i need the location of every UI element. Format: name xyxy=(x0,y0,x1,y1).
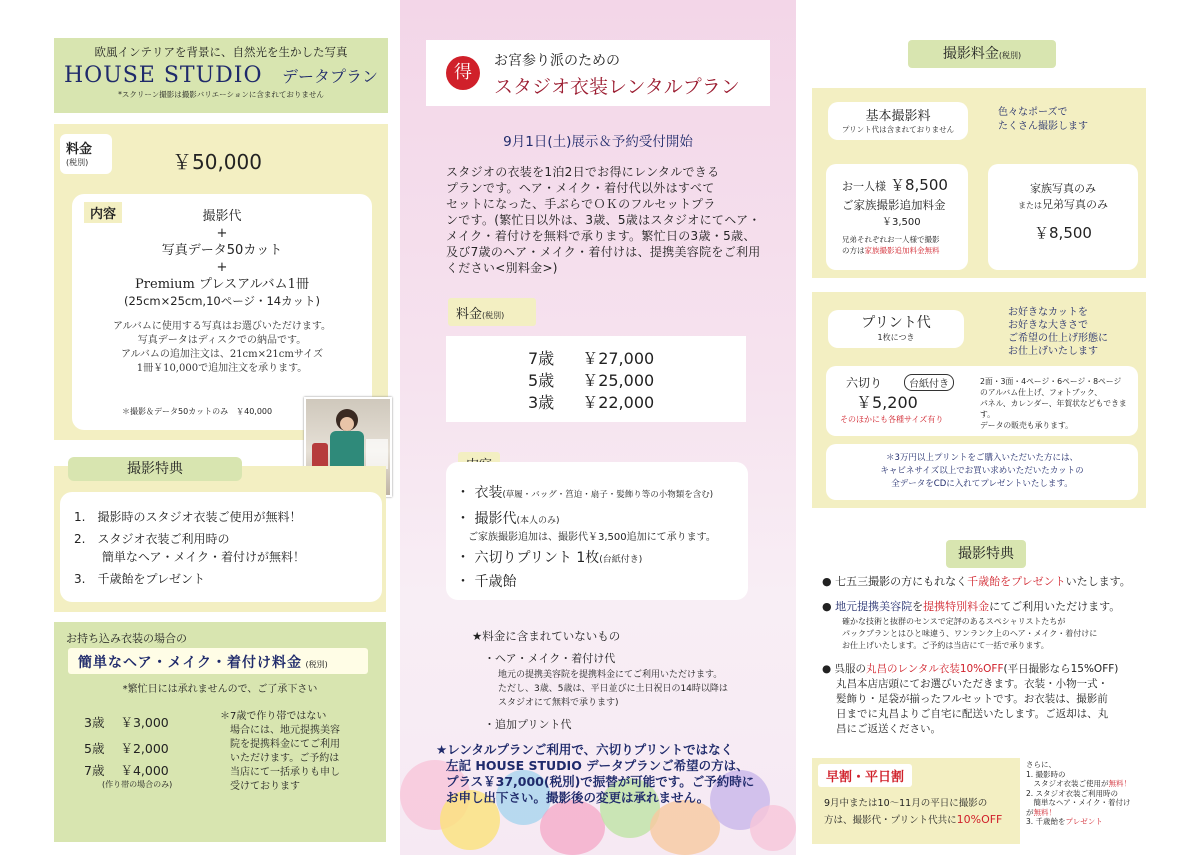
rental-subtitle: お宮参り派のための xyxy=(494,53,620,69)
print-aside: お好きなカットを お好きな大きさで ご希望の仕上げ形態に お仕上げいたします xyxy=(1008,307,1108,357)
rental-title: スタジオ衣装レンタルプラン xyxy=(494,76,740,98)
benefit-2b: 簡単なヘア・メイク・着付けが無料！ xyxy=(74,550,305,564)
price-value: ￥50,000 xyxy=(172,150,262,174)
print-fee-panel xyxy=(812,292,1146,508)
rental-bottom-note: ★レンタルプランご利用で、六切りプリントではなく 左記 HOUSE STUDIO データプランご希望の方は、 プラス￥37,000(税別)で振替が可能です。ご予約時に お申し出下さい。撮影後の変更は承れません。 xyxy=(436,742,755,805)
benefits-title-box xyxy=(68,457,242,481)
price-panel xyxy=(54,124,388,440)
rental-item-costume: ・ 衣装 xyxy=(456,485,503,501)
studio-header xyxy=(54,38,388,113)
col3-benefit-1: ● 七五三撮影の方にもれなく千歳飴をプレゼントいたします。 xyxy=(822,575,1131,588)
contents-line3: Premium プレスアルバム1冊 xyxy=(135,277,309,292)
carryin-title-box xyxy=(68,648,368,674)
carryin-panel xyxy=(54,622,386,842)
print-fee-label-box: プリント代 1枚につき xyxy=(828,310,964,348)
benefits-title: 撮影特典 xyxy=(127,461,183,477)
contents-footnote: ＊撮影＆データ50カットのみ ￥40,000 xyxy=(122,407,273,416)
contents-plus2: + xyxy=(216,260,228,275)
benefit-3: 3. 千歳飴をプレゼント xyxy=(74,572,205,586)
carryin-side-note: ＊7歳で作り帯ではない 場合には、地元提携美容 院を提携料金にてご利用 いただけます。ご予約は 当店にて一括承りも申し 受けております xyxy=(220,711,340,792)
rental-price-box xyxy=(446,336,746,422)
mount-badge: 台紙付き xyxy=(904,374,954,391)
carryin-title: 簡単なヘア・メイク・着付け料金 xyxy=(78,655,303,671)
price-label: 料金 xyxy=(66,142,93,157)
contents-line1: 撮影代 xyxy=(202,209,242,224)
contents-note2: 写真データはディスクでの納品です。 xyxy=(137,335,307,346)
rental-price-5: 5歳 ￥25,000 xyxy=(528,371,655,390)
col3-benefit-3: ● 呉服の丸昌のレンタル衣装10%OFF(平日撮影なら15%OFF) xyxy=(822,663,1119,675)
contents-note4: 1冊￥10,000で追加注文を承ります。 xyxy=(136,363,308,374)
print-fee-label: プリント代 xyxy=(861,315,931,331)
contents-box xyxy=(72,194,372,430)
rental-item-candy: ・ 千歳飴 xyxy=(456,574,517,590)
carryin-intro: お持ち込み衣装の場合の xyxy=(66,632,187,645)
early-discount-panel: 早割・平日割 9月中または10～11月の平日に撮影の 方は、撮影代・プリント代共に10%OFF xyxy=(812,758,1020,844)
rental-price-3: 3歳 ￥22,000 xyxy=(528,393,655,412)
col3-benefit-2: ● 地元提携美容院を提携特別料金にてご利用いただけます。 xyxy=(822,600,1121,613)
basic-fee-label-box: 基本撮影料 プリント代は含まれておりません xyxy=(828,102,968,140)
col3-benefits-list: ● 七五三撮影の方にもれなく千歳飴をプレゼントいたします。 ● 地元提携美容院を提携特別料金にてご利用いただけます。 確かな技術と抜群のセンスで定評のあるスペシャリストたちが パックプランとはひと味違う、ワンランク上のヘア・メイク・着付けに お仕上げいたします。ご予約は当店にて一括で承ります。 ● 呉服の丸昌のレンタル衣装10%OFF(平日撮影なら15%OFF) 丸昌本店店頭にてお選びいただきます。衣装・小物一式・ 髪飾り・足袋が揃ったフルセットです。お衣装は、撮影前 日までに丸昌よりご自宅に配送いたします。ご返却は、丸 昌にご返送ください。 xyxy=(822,574,1152,737)
col3-benefits-title-box xyxy=(946,540,1026,568)
contents-note1: アルバムに使用する写真はお選びいただけます。 xyxy=(112,321,332,332)
benefit-2: 2. スタジオ衣装ご利用時の xyxy=(74,532,230,546)
rental-plan-column xyxy=(400,0,796,855)
carryin-row-5: 5歳 ￥2,000 xyxy=(84,741,169,756)
exhibit-date: 9月1日(土)展示＆予約受付開始 xyxy=(503,134,693,150)
rental-description: スタジオの衣装を1泊2日でお得にレンタルできる プランです。ヘア・メイク・着付代以外はすべて セットになった、手ぶらでＯＫのフルセットプラ ンです。(繁忙日以外は、3歳、5歳はスタジオにてヘア・ メイク・着付けを無料で承ります。繁忙日の3歳・5歳、 及び7歳のヘア・メイク・着付けは、提携美容院をご利用 ください<別料金>) xyxy=(446,165,761,275)
contents-line2: 写真データ50カット xyxy=(161,243,283,258)
early-side-note: さらに、 1. 撮影時の スタジオ衣装ご使用が無料！ 2. スタジオ衣装ご利用時の 簡単なヘア・メイク・着付け が無料！ 3. 千歳飴をプレゼント xyxy=(1026,760,1131,826)
price-tax: (税別) xyxy=(66,158,89,167)
rental-contents-box: ・ 衣装(草履・バッグ・筥迫・扇子・髪飾り等の小物類を含む) ・ 撮影代(本人のみ) ご家族撮影追加は、撮影代￥3,500追加にて承ります。 ・ 六切りプリント 1枚(台紙付き) ・ 千歳飴 xyxy=(446,462,748,600)
print-cd-note: ＊3万円以上プリントをご購入いただいた方には、 キャビネサイズ以上でお買い求めいただいたカットの 全データをCDに入れてプレゼントいたします。 xyxy=(826,444,1138,500)
benefits-list-box xyxy=(60,492,382,602)
print-price-box: 六切り 台紙付き ￥5,200 そのほかにも各種サイズ有り 2面・3面・4ページ・6ページ・8ページ のアルバム仕上げ、フォトブック、 パネル、カレンダー、年賀状などもできます。 データの販売も承ります。 xyxy=(826,366,1138,436)
basic-fee-aside: 色々なポーズで たくさん撮影します xyxy=(998,107,1088,132)
rental-title-box xyxy=(426,40,770,106)
discount-badge: 得 xyxy=(446,56,480,90)
header-note: *スクリーン撮影は撮影バリエーションに含まれておりません xyxy=(118,90,324,99)
carryin-row-3: 3歳 ￥3,000 xyxy=(84,715,169,730)
contents-label: 内容 xyxy=(84,202,122,223)
contents-line4: (25cm×25cm,10ページ・14カット) xyxy=(123,294,320,308)
carryin-age7-note: (作り帯の場合のみ) xyxy=(102,780,173,789)
benefits-panel xyxy=(54,461,386,612)
benefit-1: 1. 撮影時のスタジオ衣装ご使用が無料！ xyxy=(74,510,302,524)
rental-price-label-box: 料金(税別) xyxy=(448,298,536,326)
carryin-tax: (税別) xyxy=(305,660,328,669)
print-desc: 2面・3面・4ページ・6ページ・8ページ のアルバム仕上げ、フォトブック、 パネル、カレンダー、年賀状などもできます。 データの販売も承ります。 xyxy=(980,377,1127,430)
rental-price-label: 料金 xyxy=(456,307,483,322)
tagline: 欧風インテリアを背景に、自然光を生かした写真 xyxy=(94,45,348,59)
rental-item-shooting: ・ 撮影代 xyxy=(456,511,517,527)
excluded-section: ★料金に含まれていないもの ・ヘア・メイク・着付け代 地元の提携美容院を提携料金にてご利用いただけます。 ただし、3歳、5歳は、平日並びに土日祝日の14時以降は スタジオにて無料で承ります) ・追加プリント代 xyxy=(472,629,728,731)
family-only-box: 家族写真のみ または兄弟写真のみ ￥8,500 xyxy=(988,164,1138,270)
plan-name: データプラン xyxy=(282,67,379,86)
contents-note3: アルバムの追加注文は、21cm×21cmサイズ xyxy=(120,349,324,360)
col3-benefits-title: 撮影特典 xyxy=(958,546,1014,562)
carryin-note: *繁忙日には承れませんので、ご了承下さい xyxy=(122,684,318,695)
rental-item-print: ・ 六切りプリント 1枚 xyxy=(456,550,600,566)
basic-fee-panel xyxy=(812,88,1146,278)
studio-name: HOUSE STUDIO xyxy=(63,63,263,88)
price-label-box xyxy=(60,134,112,174)
early-discount-title: 早割・平日割 xyxy=(818,764,912,787)
rental-price-7: 7歳 ￥27,000 xyxy=(528,349,655,368)
basic-fee-label: 基本撮影料 xyxy=(865,109,931,124)
fee-title: 撮影料金 xyxy=(942,46,999,62)
contents-plus1: + xyxy=(216,226,228,241)
fee-title-box: 撮影料金(税別) xyxy=(908,40,1056,68)
per-person-box: お一人様 ￥8,500 ご家族撮影追加料金 ￥3,500 兄弟それぞれお一人様で撮影 の方は家族撮影追加料金無料 xyxy=(826,164,968,270)
carryin-row-7: 7歳 ￥4,000 xyxy=(84,763,169,778)
